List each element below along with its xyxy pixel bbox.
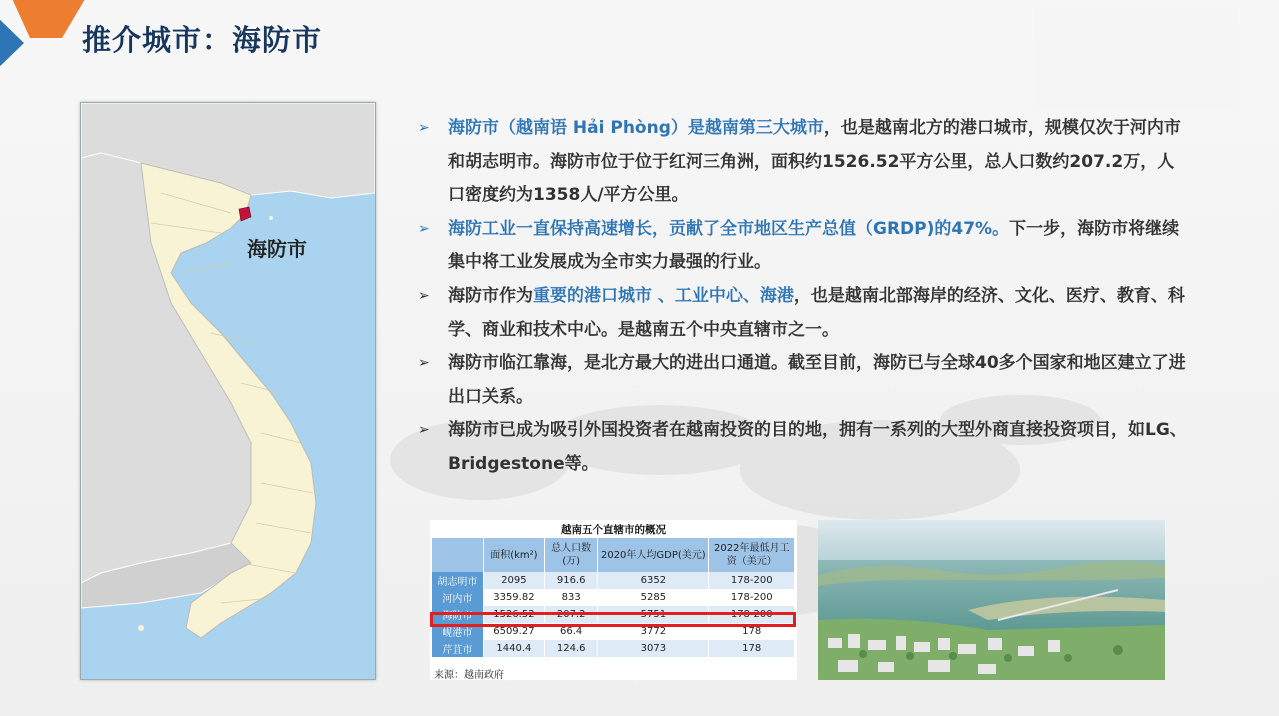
table-header: 2020年人均GDP(美元) — [598, 538, 709, 572]
port-photo-graphic — [818, 520, 1165, 680]
table-header: 总人口数(万) — [545, 538, 598, 572]
data-table — [432, 538, 795, 657]
table-row: 芹苴市 1440.4 124.6 3073 178 — [432, 640, 795, 657]
vietnam-map — [80, 102, 376, 680]
arrow-icon: ➢ — [418, 220, 430, 237]
bullet-item: ➢ 海防市已成为吸引外国投资者在越南投资的目的地，拥有一系列的大型外商直接投资项目，如LG、Bridgestone等。 — [418, 414, 1188, 481]
table-row: 胡志明市 2095 916.6 6352 178-200 — [432, 572, 795, 589]
blue-corner-shape — [0, 14, 30, 72]
arrow-icon: ➢ — [418, 422, 430, 439]
bullet-item: ➢ 海防市（越南语 Hải Phòng）是越南第三大城市，也是越南北方的港口城市，规模仅次于河内市和胡志明市。海防市位于位于红河三角洲，面积约1526.52平方公里，总人口数约207.2万，人口密度约为1358人/平方公里。 — [418, 112, 1188, 213]
row-highlight-box — [430, 612, 796, 627]
bullet-item: ➢ 海防市作为重要的港口城市 、工业中心、海港，也是越南北部海岸的经济、文化、医疗、教育、科学、商业和技术中心。是越南五个中央直辖市之一。 — [418, 280, 1188, 347]
page-title: 推介城市：海防市 — [82, 23, 323, 57]
arrow-icon: ➢ — [418, 287, 430, 304]
table-header: 面积(km²) — [483, 538, 544, 572]
bullet-item: ➢ 海防市临江靠海，是北方最大的进出口通道。截至目前，海防已与全球40多个国家和地区建立了进出口关系。 — [418, 347, 1188, 414]
bullet-item: ➢ 海防工业一直保持高速增长，贡献了全市地区生产总值（GRDP)的47%。下一步，海防市将继续集中将工业发展成为全市实力最强的行业。 — [418, 213, 1188, 280]
table-title: 越南五个直辖市的概况 — [561, 524, 666, 536]
table-header: 2022年最低月工资（美元） — [709, 538, 795, 572]
table-row: 海防市 1526.52 207.2 5751 178-200 — [432, 606, 795, 623]
map-city-label: 海防市 — [247, 237, 307, 261]
table-row: 河内市 3359.82 833 5285 178-200 — [432, 589, 795, 606]
vietnam-map-graphic — [81, 103, 375, 679]
port-aerial-photo — [818, 520, 1165, 680]
table-source: 来源：越南政府 — [434, 670, 504, 681]
decorative-panel — [1034, 6, 1239, 110]
bullet-list — [418, 112, 1188, 482]
city-comparison-table — [430, 520, 797, 680]
arrow-icon: ➢ — [418, 120, 430, 136]
table-row: 岘港市 6509.27 66.4 3772 178 — [432, 623, 795, 640]
table-header — [432, 538, 483, 572]
arrow-icon: ➢ — [418, 355, 430, 372]
